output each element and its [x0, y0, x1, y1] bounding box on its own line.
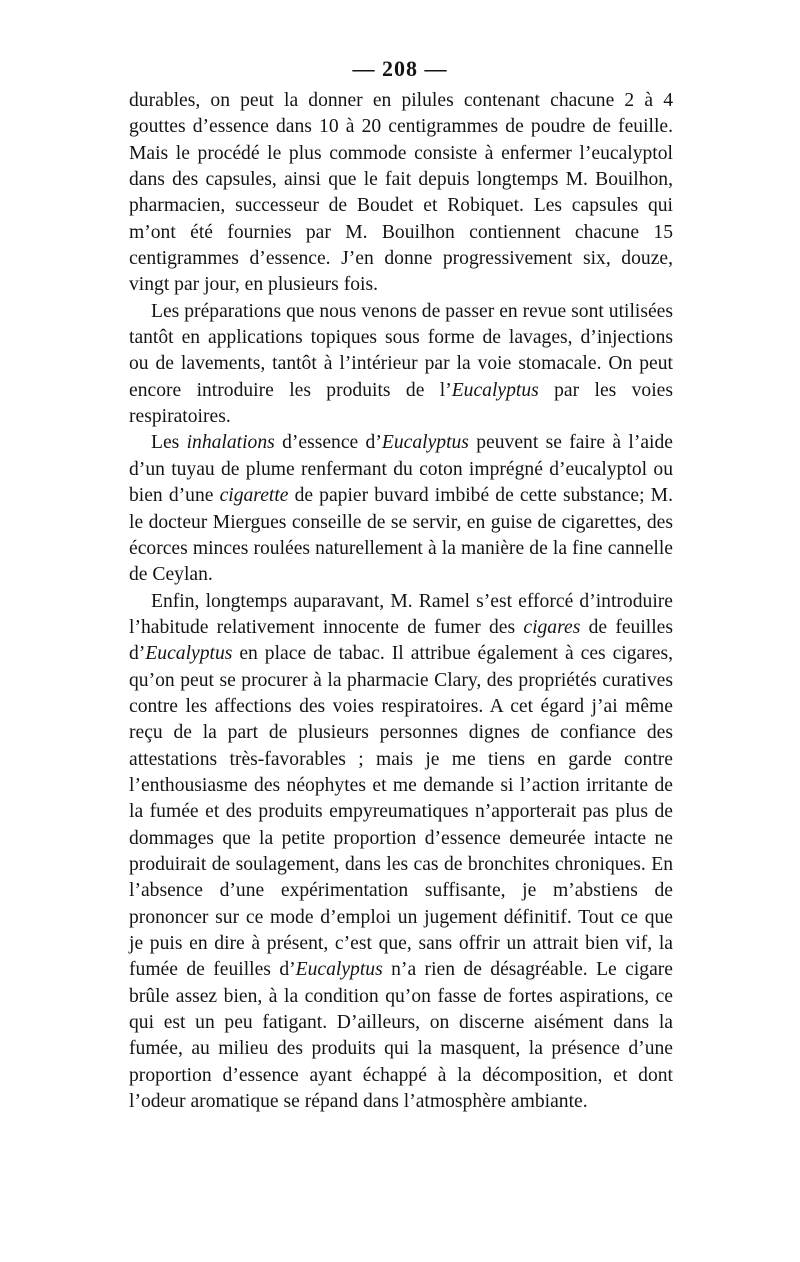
paragraph-4: [129, 589, 673, 1116]
italic-run: Eucalyptus: [145, 643, 233, 665]
italic-run: Eucalyptus: [295, 959, 383, 981]
body-text: [129, 88, 673, 1115]
italic-run: Eucalyptus: [451, 379, 539, 401]
italic-run: cigarette: [219, 485, 289, 507]
text-run: par les voies respiratoires.: [129, 379, 673, 428]
paragraph-1: [129, 88, 673, 299]
text-run: peuvent se faire à l’aide d’un tuyau de plume renfermant du coton imprégné d’eucalyptol ou bien d’une: [129, 432, 673, 507]
italic-run: cigares: [523, 616, 581, 638]
text-run: Les préparations que nous venons de passer en revue sont utilisées tantôt en applications topiques sous forme de lavages, d’injections ou de lavements, tantôt à l’intérieur par la voie stomacale. On peut encore introduire les produits de l’: [129, 300, 673, 401]
italic-run: Eucalyptus: [381, 432, 469, 454]
text-run: de feuilles d’: [129, 616, 673, 665]
text-run: d’essence d’: [274, 432, 382, 454]
text-run: durables, on peut la donner en pilules contenant chacune 2 à 4 gouttes d’essence dans 10 à 20 centigrammes de poudre de feuille. Mais le procédé le plus commode consiste à enfermer l’eucalyptol dans des capsules, ainsi que le fait depuis longtemps M. Bouilhon, pharmacien, successeur de Boudet et Robiquet. Les capsules qui m’ont été fournies par M. Bouilhon contiennent chacune 15 centigrammes d’essence. J’en donne progressivement six, douze, vingt par jour, en plusieurs fois.: [129, 90, 673, 296]
italic-run: inhalations: [186, 432, 275, 454]
paragraph-2: [129, 299, 673, 431]
text-run: Enfin, longtemps auparavant, M. Ramel s’est efforcé d’introduire l’habitude relativement innocente de fumer des: [129, 590, 673, 638]
page-number: — 208 —: [352, 56, 448, 81]
text-run: de papier buvard imbibé de cette substance; M. le docteur Miergues conseille de se servir, en guise de cigarettes, des écorces minces roulées naturellement à la manière de la fine cannelle de Ceylan.: [129, 485, 673, 586]
text-run: n’a rien de désagréable. Le cigare brûle assez bien, à la condition qu’on fasse de fortes aspirations, ce qui est un peu fatigant. D’ailleurs, on discerne aisément dans la fumée, au milieu des produits qui la masquent, la présence d’une proportion d’essence ayant échappé à la décomposition, et dont l’odeur aromatique se répand dans l’atmosphère ambiante.: [129, 959, 673, 1113]
paragraph-3: [129, 430, 673, 588]
text-run: Les: [151, 432, 187, 454]
text-run: en place de tabac. Il attribue également à ces cigares, qu’on peut se procurer à la pharmacie Clary, des propriétés curatives contre les affections des voies respiratoires. A cet égard j’ai même reçu de la part de plusieurs personnes dignes de confiance des attestations très-favorables ; mais je me tiens en garde contre l’enthousiasme des néophytes et me demande si l’action irritante de la fumée et des produits empyreumatiques n’apporterait pas plus de dommages que la petite proportion d’essence demeurée intacte ne produirait de soulagement, dans les cas de bronchites chroniques. En l’absence d’une expérimentation suffisante, je m’abstiens de prononcer sur ce mode d’emploi un jugement définitif. Tout ce que je puis en dire à présent, c’est que, sans offrir un attrait bien vif, la fumée de feuilles d’: [129, 643, 673, 981]
